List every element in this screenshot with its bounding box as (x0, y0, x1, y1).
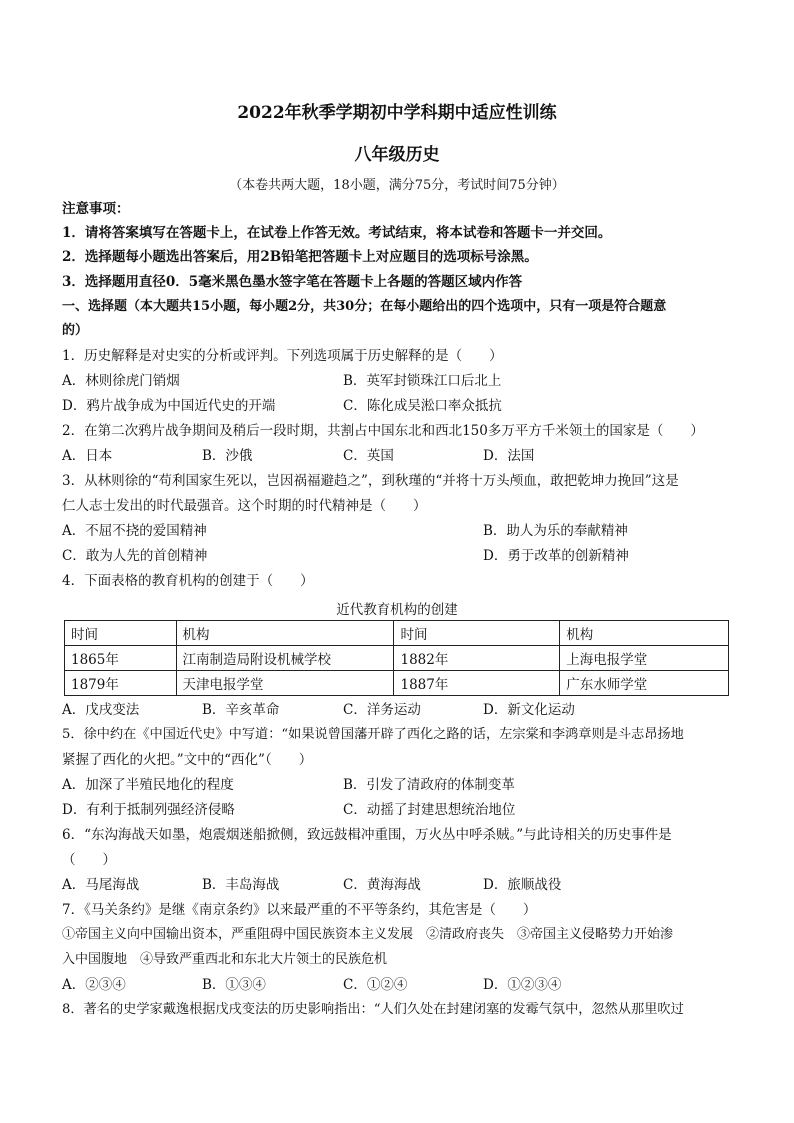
q1-option-a: A．林则徐虎门销烟 (62, 373, 180, 389)
q3-option-c: C．敢为人先的首创精神 (62, 548, 208, 564)
q7-option-a: A．②③④ (62, 977, 126, 993)
table-cell: 广东水师学堂 (560, 671, 729, 696)
note-item-2: 2．选择题每小题选出答案后，用2B铅笔把答题卡上对应题目的选项标号涂黑。 (62, 249, 538, 265)
q7-option-b: B．①③④ (202, 977, 266, 993)
q7-stem: 7．《马关条约》是继《南京条约》以来最严重的不平等条约，其危害是（ ） (62, 902, 537, 918)
q3-option-d: D．勇于改革的创新精神 (483, 548, 629, 564)
q1-option-c: C．陈化成吴淞口率众抵抗 (343, 398, 502, 414)
exam-subject: 八年级历史 (354, 145, 440, 165)
q4-option-c: C．洋务运动 (343, 702, 421, 718)
exam-title: 2022年秋季学期初中学科期中适应性训练 (237, 103, 557, 123)
q1-option-d: D．鸦片战争成为中国近代史的开端 (62, 398, 276, 414)
table-row (65, 646, 729, 671)
q4-option-b: B．辛亥革命 (202, 702, 280, 718)
q2-option-c: C．英国 (343, 448, 394, 464)
q5-option-d: D．有利于抵制列强经济侵略 (62, 802, 235, 818)
table-cell: 1879年 (65, 671, 177, 696)
q4-option-d: D．新文化运动 (483, 702, 575, 718)
q5-option-a: A．加深了半殖民地化的程度 (62, 777, 234, 793)
table-cell: 1865年 (65, 646, 177, 671)
section-heading-line1: 一、选择题（本大题共15小题，每小题2分，共30分；在每小题给出的四个选项中，只有一项是符合题意 (62, 299, 667, 314)
q2-stem: 2．在第二次鸦片战争期间及稍后一段时期，共割占中国东北和西北150多万平方千米领土的国家是（ ） (62, 423, 704, 439)
note-item-1: 1．请将答案填写在答题卡上，在试卷上作答无效。考试结束，将本试卷和答题卡一并交回。 (62, 225, 612, 241)
table-header-row (65, 621, 729, 646)
table-cell: 1882年 (394, 646, 560, 671)
q1-stem: 1．历史解释是对史实的分析或评判。下列选项属于历史解释的是（ ） (62, 348, 503, 364)
q7-items-line1: ①帝国主义向中国输出资本，严重阻碍中国民族资本主义发展 ②清政府丧失 ③帝国主义侵略势力开始渗 (62, 927, 674, 942)
table-header-cell: 机构 (176, 621, 394, 646)
notes-heading: 注意事项： (62, 201, 130, 217)
table-header-cell: 时间 (394, 621, 560, 646)
q6-option-c: C．黄海海战 (343, 877, 421, 893)
table-cell: 1887年 (394, 671, 560, 696)
q1-option-b: B．英军封锁珠江口后北上 (343, 373, 502, 389)
q5-option-c: C．动摇了封建思想统治地位 (343, 802, 516, 818)
q6-option-d: D．旅顺战役 (483, 877, 562, 893)
q3-option-b: B．助人为乐的奉献精神 (483, 523, 628, 539)
q2-option-d: D．法国 (483, 448, 535, 464)
table-cell: 江南制造局附设机械学校 (176, 646, 394, 671)
table-header-cell: 机构 (560, 621, 729, 646)
section-heading-line2: 的） (62, 323, 89, 338)
exam-info: （本卷共两大题，18小题，满分75分，考试时间75分钟） (229, 178, 565, 193)
q6-option-a: A．马尾海战 (62, 877, 140, 893)
q3-stem-line1: 3．从林则徐的“苟利国家生死以，岂因祸福避趋之”，到秋瑾的“并将十万头颅血，敢把乾坤力挽回”这是 (62, 473, 679, 489)
q8-stem: 8．著名的史学家戴逸根据戊戌变法的历史影响指出：“人们久处在封建闭塞的发霉气氛中，忽然从那里吹过 (62, 1002, 684, 1017)
table-row (65, 671, 729, 696)
education-table (64, 620, 729, 696)
q7-items-line2: 入中国腹地 ④导致严重西北和东北大片领土的民族危机 (62, 952, 388, 967)
table-header-cell: 时间 (65, 621, 177, 646)
q3-option-a: A．不屈不挠的爱国精神 (62, 523, 207, 539)
q7-option-d: D．①②③④ (483, 977, 562, 993)
q5-stem-line2: 紧握了西化的火把。”文中的“西化”（ ） (62, 752, 313, 768)
q5-option-b: B．引发了清政府的体制变革 (343, 777, 515, 793)
q4-option-a: A．戊戌变法 (62, 702, 140, 718)
q3-stem-line2: 仁人志士发出的时代最强音。这个时期的时代精神是（ ） (62, 498, 427, 514)
q2-option-b: B．沙俄 (202, 448, 253, 464)
table-cell: 上海电报学堂 (560, 646, 729, 671)
table-cell: 天津电报学堂 (176, 671, 394, 696)
q4-stem: 4．下面表格的教育机构的创建于（ ） (62, 573, 314, 589)
q2-option-a: A．日本 (62, 448, 113, 464)
q6-option-b: B．丰岛海战 (202, 877, 280, 893)
q6-stem-line2: （ ） (62, 852, 116, 868)
table-caption: 近代教育机构的创建 (336, 602, 458, 618)
q7-option-c: C．①②④ (343, 977, 408, 993)
q6-stem-line1: 6．“东沟海战天如墨，炮震烟迷船掀侧，致远鼓楫冲重围，万火丛中呼杀贼。”与此诗相关的历史事件是 (62, 827, 672, 843)
q5-stem-line1: 5．徐中约在《中国近代史》中写道：“如果说曾国藩开辟了西化之路的话，左宗棠和李鸿章则是斗志昂扬地 (62, 727, 684, 742)
note-item-3: 3．选择题用直径0．5毫米黑色墨水签字笔在答题卡上各题的答题区域内作答 (62, 274, 523, 290)
